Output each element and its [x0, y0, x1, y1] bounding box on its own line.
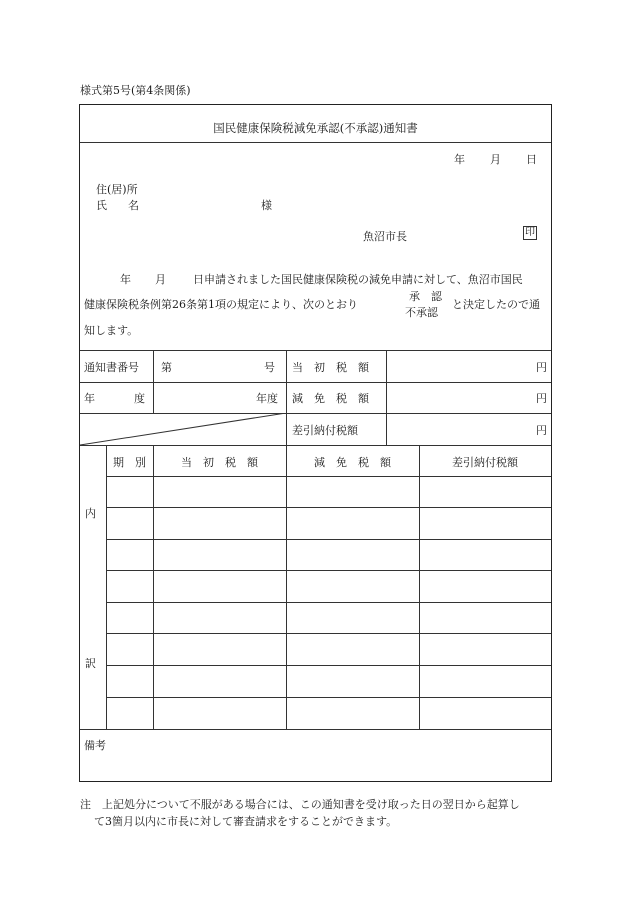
- breakdown-row-line: [106, 602, 551, 603]
- header-net-tax: 差引納付税額: [452, 456, 518, 469]
- notice-number-prefix: 第: [161, 361, 172, 374]
- date-month-label: 月: [490, 153, 501, 166]
- breakdown-row-line: [106, 570, 551, 571]
- net-tax-label: 差引納付税額: [292, 424, 358, 437]
- approve-option: 承 認: [409, 290, 442, 303]
- appeal-note-line-2: て3箇月以内に市長に対して審査請求をすることができます。: [94, 815, 398, 828]
- appeal-note-line-1: 注 上記処分について不服がある場合には、この通知書を受け取った日の翌日から起算し: [80, 798, 520, 811]
- date-day-label: 日: [526, 153, 537, 166]
- reduced-tax-label: 減 免 税 額: [292, 392, 369, 405]
- title-divider: [80, 142, 551, 143]
- form-number-label: 様式第5号(第4条関係): [80, 84, 191, 97]
- remarks-label: 備考: [84, 739, 106, 752]
- header-period: 期 別: [113, 456, 146, 469]
- breakdown-side-label-1: 内: [85, 507, 96, 520]
- breakdown-col3-line: [419, 445, 420, 729]
- breakdown-side-label-2: 訳: [85, 657, 96, 670]
- breakdown-col2-line: [286, 445, 287, 729]
- body-line2-a: 健康保険税条例第26条第1項の規定により、次のとおり: [84, 298, 358, 311]
- body-line3: 知します。: [84, 324, 139, 337]
- breakdown-row-line: [106, 507, 551, 508]
- address-label: 住(居)所: [96, 183, 138, 196]
- header-initial-tax: 当 初 税 額: [181, 456, 258, 469]
- fiscal-year-suffix: 年度: [256, 392, 278, 405]
- summary-row1-line: [80, 382, 551, 383]
- breakdown-row-line: [106, 665, 551, 666]
- date-year-label: 年: [454, 153, 465, 166]
- body-year: 年: [120, 273, 131, 286]
- initial-tax-label: 当 初 税 額: [292, 361, 369, 374]
- body-month: 月: [155, 273, 166, 286]
- breakdown-row-line: [106, 697, 551, 698]
- seal-mark: 印: [525, 227, 535, 238]
- header-reduced-tax: 減 免 税 額: [314, 456, 391, 469]
- issuer-label: 魚沼市長: [363, 230, 407, 243]
- reduced-tax-yen: 円: [536, 392, 547, 405]
- net-tax-yen: 円: [536, 424, 547, 437]
- breakdown-col1-line: [153, 445, 154, 729]
- disapprove-option: 不承認: [405, 306, 438, 319]
- initial-tax-yen: 円: [536, 361, 547, 374]
- summary-top-line: [80, 350, 551, 351]
- honorific: 様: [261, 199, 272, 212]
- fiscal-year-label-1: 年: [84, 392, 95, 405]
- summary-diagonal: [80, 413, 287, 446]
- notice-form: [79, 104, 552, 782]
- notice-number-label: 通知書番号: [84, 361, 139, 374]
- remarks-top-line: [80, 729, 551, 730]
- summary-col1-line: [153, 350, 154, 413]
- summary-col3-line: [386, 350, 387, 445]
- body-line2-b: と決定したので通: [452, 298, 540, 311]
- form-title: 国民健康保険税減免承認(不承認)通知書: [213, 121, 418, 135]
- body-line1: 日申請されました国民健康保険税の減免申請に対して、魚沼市国民: [193, 273, 523, 286]
- breakdown-row-line: [106, 476, 551, 477]
- appeal-note: [80, 796, 555, 830]
- breakdown-row-line: [106, 539, 551, 540]
- name-label-2: 名: [128, 199, 139, 212]
- breakdown-side-line: [106, 445, 107, 729]
- fiscal-year-label-2: 度: [134, 392, 145, 405]
- notice-number-suffix: 号: [264, 361, 275, 374]
- name-label-1: 氏: [96, 199, 107, 212]
- breakdown-row-line: [106, 633, 551, 634]
